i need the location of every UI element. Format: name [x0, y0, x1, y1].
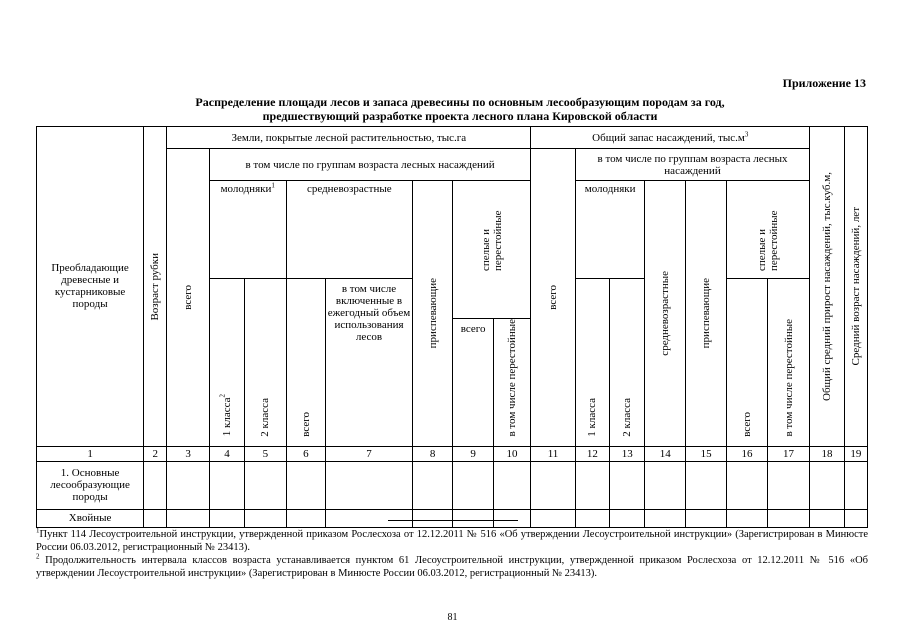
header-species: Преобладающие древесные и кустарниковые породы [37, 127, 144, 447]
column-number-row [37, 446, 868, 461]
row-label: Хвойные [37, 509, 144, 527]
col-num: 16 [727, 446, 767, 461]
header-area-total: всего [167, 149, 209, 447]
footnote-1: $^1$Пункт 114 Лесоустроительной инструкции, утвержденной приказом Рослесхоза от 12.12.2011 № 516 «Об утверждении Лесоустроительной инструкции» (Зарегистрирован в Минюсте России 06.03.2012, регистрационный № 23413). [36, 526, 868, 553]
header-stock-by-age: в том числе по группам возраста лесных насаждений [575, 149, 810, 181]
col-num: 18 [810, 446, 844, 461]
header-stock-total: Общий запас насаждений, $тыс.м^3$ [531, 127, 810, 149]
header-class2: 2 класса [245, 279, 286, 447]
col-num: 4 [209, 446, 244, 461]
header-stock-mature: спелые и перестойные [727, 181, 810, 279]
col-num: 17 [767, 446, 810, 461]
header-stock-premature: приспевающие [685, 181, 726, 447]
header-by-age-groups: в том числе по группам возраста лесных насаждений [209, 149, 530, 181]
table-row [37, 509, 868, 527]
header-premature: приспевающие [412, 181, 452, 447]
header-forest-lands: Земли, покрытые лесной растительностью, тыс.га [167, 127, 531, 149]
col-num: 12 [575, 446, 609, 461]
col-num: 5 [245, 446, 286, 461]
header-middle-included: в том числе включенные в ежегодный объем использования лесов [326, 279, 413, 447]
col-num: 11 [531, 446, 575, 461]
title-line-1: Распределение площади лесов и запаса древесины по основным лесообразующим породам за год, [195, 95, 725, 109]
document-title [150, 95, 770, 123]
col-num: 15 [685, 446, 726, 461]
table-row [37, 461, 868, 509]
header-stock-mature-total: всего [727, 279, 767, 447]
header-stock-middle: средневозрастные [645, 181, 685, 447]
col-num: 8 [412, 446, 452, 461]
col-num: 7 [326, 446, 413, 461]
col-num: 1 [37, 446, 144, 461]
header-avg-age: Средний возраст насаждений, лет [844, 127, 867, 447]
header-middle-total: всего [286, 279, 325, 447]
header-mature: спелые и перестойные [453, 181, 531, 319]
header-young: молодняки$^1$ [209, 181, 286, 279]
page-number: 81 [447, 612, 458, 623]
header-mature-over: в том числе перестойные [493, 319, 530, 447]
footnotes [36, 528, 868, 580]
header-stock-class1: 1 класса [575, 279, 609, 447]
col-num: 3 [167, 446, 209, 461]
header-middle-aged: средневозрастные [286, 181, 412, 279]
col-num: 13 [610, 446, 645, 461]
forest-distribution-table [36, 126, 868, 528]
header-stock-class2: 2 класса [610, 279, 645, 447]
col-num: 2 [144, 446, 167, 461]
header-avg-increment: Общий средний прирост насаждений, тыс.куб.м, [810, 127, 844, 447]
footnote-2: $^2$ Продолжительность интервала классов возраста устанавливается пунктом 61 Лесоустроительной инструкции, утвержденной приказом Рослесхоза от 12.12.2011 № 516 «Об утверждении Лесоустроительной инструкции» (Зарегистрирован в Минюсте России 06.03.2012, регистрационный № 23413). [36, 552, 868, 579]
appendix-label: Приложение 13 [782, 76, 866, 90]
header-stock-all: всего [531, 149, 575, 447]
row-label: 1. Основные лесообразующие породы [37, 461, 144, 509]
header-stock-mature-over: в том числе перестойные [767, 279, 810, 447]
header-mature-total: всего [453, 319, 493, 447]
footnote-divider [388, 520, 518, 521]
header-cutting-age: Возраст рубки [144, 127, 167, 447]
header-stock-young: молодняки [575, 181, 645, 279]
col-num: 10 [493, 446, 530, 461]
header-class1: 1 класса$^2$ [209, 279, 244, 447]
col-num: 9 [453, 446, 493, 461]
col-num: 6 [286, 446, 325, 461]
title-line-2: предшествующий разработке проекта лесного плана Кировской области [262, 109, 658, 123]
col-num: 14 [645, 446, 685, 461]
col-num: 19 [844, 446, 867, 461]
